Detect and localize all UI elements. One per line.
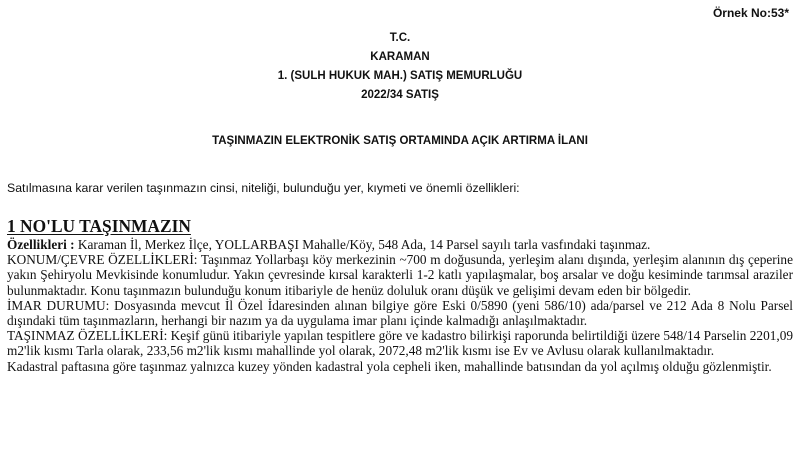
- zoning-paragraph: İMAR DURUMU: Dosyasında mevcut İl Özel İdaresinden alınan bilgiye göre Eski 0/5890 (yeni 586/10) ada/parsel ve 212 Ada 8 Nolu Parsel dışındaki tüm taşınmazların, herhangi bir nazım ya da uygulama imar planı içinde kalmadığı anlaşılmaktadır.: [7, 297, 793, 329]
- cadastral-paragraph: Kadastral paftasına göre taşınmaz yalnızca kuzey yönden kadastral yola cepheli iken, mahallinde batısından da yol açılmış olduğu gözlenmiştir.: [7, 358, 772, 374]
- property-details: [7, 237, 793, 374]
- header-case-number: 2022/34 SATIŞ: [361, 89, 439, 101]
- intro-text: Satılmasına karar verilen taşınmazın cinsi, niteliği, bulunduğu yer, kıymeti ve önemli özellikleri:: [7, 181, 520, 195]
- property-features-paragraph: TAŞINMAZ ÖZELLİKLERİ: Keşif günü itibariyle yapılan tespitlere göre ve kadastro bilirkişi raporunda belirtildiği üzere 548/14 Parselin 2201,09 m2'lik kısmı Tarla olarak, 233,56 m2'lik kısmı mahallinde yol olarak, 2072,48 m2'lik kısmı ise Ev ve Avlusu olarak kullanılmaktadır.: [7, 328, 793, 359]
- header-republic: T.C.: [389, 32, 411, 44]
- location-paragraph: KONUM/ÇEVRE ÖZELLİKLERİ: Taşınmaz Yollarbaşı köy merkezinin ~700 m doğusunda, yerleşim alanı dışında, yerleşim alanının dış çeperine yakın Şehiryolu Mevkisinde konumludur. Yakın çevresinde kırsal karakterli 1-2 katlı yapılaşmalar, boş arsalar ve doğu kesiminde tarımsal araziler bulunmaktadır. Konu taşınmazın bulunduğu konum itibariyle de henüz doluluk oranı düşük ve gelişimi devam eden bir bölgedir.: [7, 252, 793, 298]
- header-city: KARAMAN: [370, 51, 430, 63]
- header-office: 1. (SULH HUKUK MAH.) SATIŞ MEMURLUĞU: [277, 70, 523, 82]
- sample-number: Örnek No:53*: [712, 6, 789, 20]
- features-label: Özellikleri :: [7, 237, 75, 252]
- features-text: Karaman İl, Merkez İlçe, YOLLARBAŞI Mahalle/Köy, 548 Ada, 14 Parsel sayılı tarla vasfındaki taşınmaz.: [74, 237, 651, 252]
- features-paragraph: [7, 237, 793, 252]
- announcement-title: TAŞINMAZIN ELEKTRONİK SATIŞ ORTAMINDA AÇIK ARTIRMA İLANI: [212, 135, 588, 147]
- property-heading: 1 NO'LU TAŞINMAZIN: [7, 216, 191, 236]
- document-header: [0, 29, 800, 105]
